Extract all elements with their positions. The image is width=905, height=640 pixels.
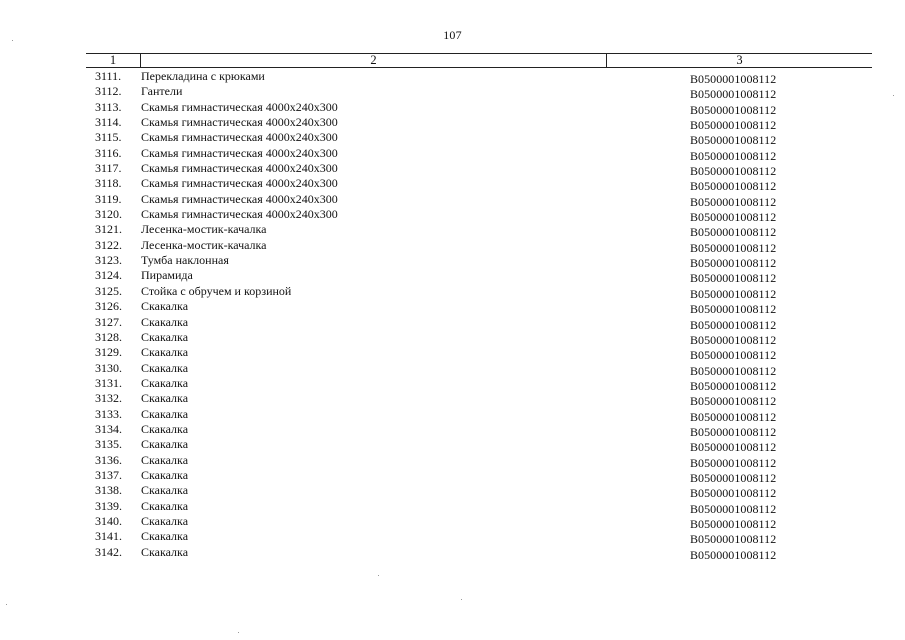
row-code: В0500001008112	[690, 486, 777, 501]
row-number: 3122.	[95, 237, 122, 252]
row-number: 3138.	[95, 483, 122, 498]
row-number: 3133.	[95, 406, 122, 421]
row-code: В0500001008112	[690, 286, 777, 301]
table-header	[86, 53, 872, 68]
row-number: 3137.	[95, 467, 122, 482]
row-number: 3117.	[95, 161, 122, 176]
table-row	[0, 176, 905, 194]
table-row	[0, 545, 905, 560]
table-row	[0, 330, 905, 345]
row-code: В0500001008112	[690, 271, 777, 286]
row-code: В0500001008112	[690, 118, 777, 133]
row-number: 3123.	[95, 253, 122, 268]
row-code: В0500001008112	[690, 516, 777, 531]
table-row	[0, 514, 905, 529]
scan-speck	[461, 599, 462, 600]
row-number: 3111.	[95, 69, 122, 83]
row-name: Скакалка	[141, 467, 189, 482]
row-name: Скакалка	[141, 391, 189, 406]
row-number: 3132.	[95, 391, 122, 406]
row-code: В0500001008112	[690, 547, 777, 562]
row-number: 3112.	[95, 84, 122, 99]
row-number: 3139.	[95, 498, 122, 513]
row-code: В0500001008112	[690, 72, 777, 86]
row-name: Скакалка	[141, 345, 189, 360]
row-number: 3140.	[95, 513, 122, 528]
row-name: Скамья гимнастическая 4000х240х300	[141, 176, 338, 191]
row-name: Скакалка	[141, 421, 189, 436]
row-number: 3118.	[95, 176, 122, 191]
row-number: 3114.	[95, 115, 122, 130]
row-code: В0500001008112	[690, 332, 777, 347]
table-row	[0, 161, 905, 179]
table-row	[0, 315, 905, 330]
table-row	[0, 115, 905, 133]
table-row	[0, 437, 905, 455]
row-code: В0500001008112	[690, 317, 777, 332]
row-code: В0500001008112	[690, 256, 777, 271]
row-number: 3128.	[95, 329, 122, 344]
row-code: В0500001008112	[690, 532, 777, 547]
row-number: 3134.	[95, 421, 122, 436]
row-name: Гантели	[141, 84, 183, 99]
table-row	[0, 483, 905, 501]
table-row	[0, 422, 905, 437]
row-number: 3127.	[95, 314, 122, 329]
table-row	[0, 284, 905, 299]
row-number: 3113.	[95, 99, 122, 114]
row-name: Стойка с обручем и корзиной	[141, 283, 292, 298]
row-code: В0500001008112	[690, 501, 777, 516]
row-code: В0500001008112	[690, 210, 777, 225]
row-name: Скамья гимнастическая 4000х240х300	[141, 191, 338, 206]
row-code: В0500001008112	[690, 240, 777, 255]
row-name: Пирамида	[141, 268, 193, 283]
row-name: Скакалка	[141, 329, 189, 344]
row-number: 3130.	[95, 360, 122, 375]
table-row	[0, 146, 905, 161]
row-number: 3126.	[95, 299, 122, 314]
row-code: В0500001008112	[690, 164, 777, 179]
table-row	[0, 253, 905, 271]
column-header-number: 1	[86, 54, 141, 67]
table-row	[0, 468, 905, 483]
table-row	[0, 192, 905, 207]
row-name: Скакалка	[141, 375, 189, 390]
row-name: Скакалка	[141, 529, 189, 544]
row-code: В0500001008112	[690, 470, 777, 485]
table-row	[0, 268, 905, 286]
row-name: Скакалка	[141, 360, 189, 375]
row-code: В0500001008112	[690, 179, 777, 194]
row-code: В0500001008112	[690, 409, 777, 424]
table-row	[0, 238, 905, 253]
row-name: Скакалка	[141, 513, 189, 528]
row-code: В0500001008112	[690, 133, 777, 148]
table-row	[0, 453, 905, 468]
table-row	[0, 361, 905, 376]
table-row	[0, 499, 905, 514]
row-number: 3135.	[95, 437, 122, 452]
row-name: Скакалка	[141, 483, 189, 498]
row-code: В0500001008112	[690, 424, 777, 439]
row-code: В0500001008112	[690, 378, 777, 393]
row-number: 3131.	[95, 375, 122, 390]
row-number: 3121.	[95, 222, 122, 237]
row-code: В0500001008112	[690, 102, 777, 117]
row-number: 3119.	[95, 191, 122, 206]
row-name: Скакалка	[141, 314, 189, 329]
row-code: В0500001008112	[690, 455, 777, 470]
scan-speck	[238, 632, 239, 633]
row-name: Лесенка-мостик-качалка	[141, 222, 267, 237]
column-header-code: 3	[736, 53, 743, 67]
scan-speck	[6, 604, 7, 605]
row-name: Скамья гимнастическая 4000х240х300	[141, 130, 338, 145]
table-row	[0, 207, 905, 225]
row-number: 3116.	[95, 145, 122, 160]
row-number: 3142.	[95, 544, 122, 559]
table-row	[0, 376, 905, 391]
row-number: 3124.	[95, 268, 122, 283]
row-name: Лесенка-мостик-качалка	[141, 237, 267, 252]
scan-speck	[893, 95, 894, 96]
table-row	[0, 130, 905, 148]
table-row	[0, 391, 905, 409]
row-number: 3136.	[95, 452, 122, 467]
row-code: В0500001008112	[690, 348, 777, 363]
row-code: В0500001008112	[690, 87, 777, 102]
row-name: Скамья гимнастическая 4000х240х300	[141, 115, 338, 130]
row-number: 3129.	[95, 345, 122, 360]
table-row	[0, 299, 905, 317]
row-name: Тумба наклонная	[141, 253, 229, 268]
table-row	[0, 529, 905, 547]
table-row	[0, 84, 905, 102]
row-code: В0500001008112	[690, 440, 777, 455]
row-number: 3115.	[95, 130, 122, 145]
scan-speck	[12, 40, 13, 41]
page-number: 107	[443, 28, 462, 42]
row-number: 3125.	[95, 283, 122, 298]
row-code: В0500001008112	[690, 363, 777, 378]
table-row	[0, 345, 905, 363]
row-name: Скакалка	[141, 406, 189, 421]
column-header-name: 2	[141, 54, 607, 67]
row-name: Скакалка	[141, 544, 189, 559]
row-code: В0500001008112	[690, 225, 777, 240]
table-body	[0, 69, 905, 560]
row-number: 3120.	[95, 207, 122, 222]
row-name: Скамья гимнастическая 4000х240х300	[141, 99, 338, 114]
table-row	[0, 100, 905, 115]
row-name: Скакалка	[141, 299, 189, 314]
row-name: Скамья гимнастическая 4000х240х300	[141, 161, 338, 176]
table-row	[0, 222, 905, 240]
row-name: Скамья гимнастическая 4000х240х300	[141, 207, 338, 222]
row-code: В0500001008112	[690, 148, 777, 163]
row-code: В0500001008112	[690, 394, 777, 409]
row-name: Скакалка	[141, 437, 189, 452]
row-name: Скакалка	[141, 452, 189, 467]
row-code: В0500001008112	[690, 302, 777, 317]
row-name: Перекладина с крюками	[141, 69, 265, 83]
table-row	[0, 69, 905, 84]
row-name: Скамья гимнастическая 4000х240х300	[141, 145, 338, 160]
row-name: Скакалка	[141, 498, 189, 513]
row-code: В0500001008112	[690, 194, 777, 209]
table-row	[0, 407, 905, 422]
scan-speck	[378, 575, 379, 576]
row-number: 3141.	[95, 529, 122, 544]
